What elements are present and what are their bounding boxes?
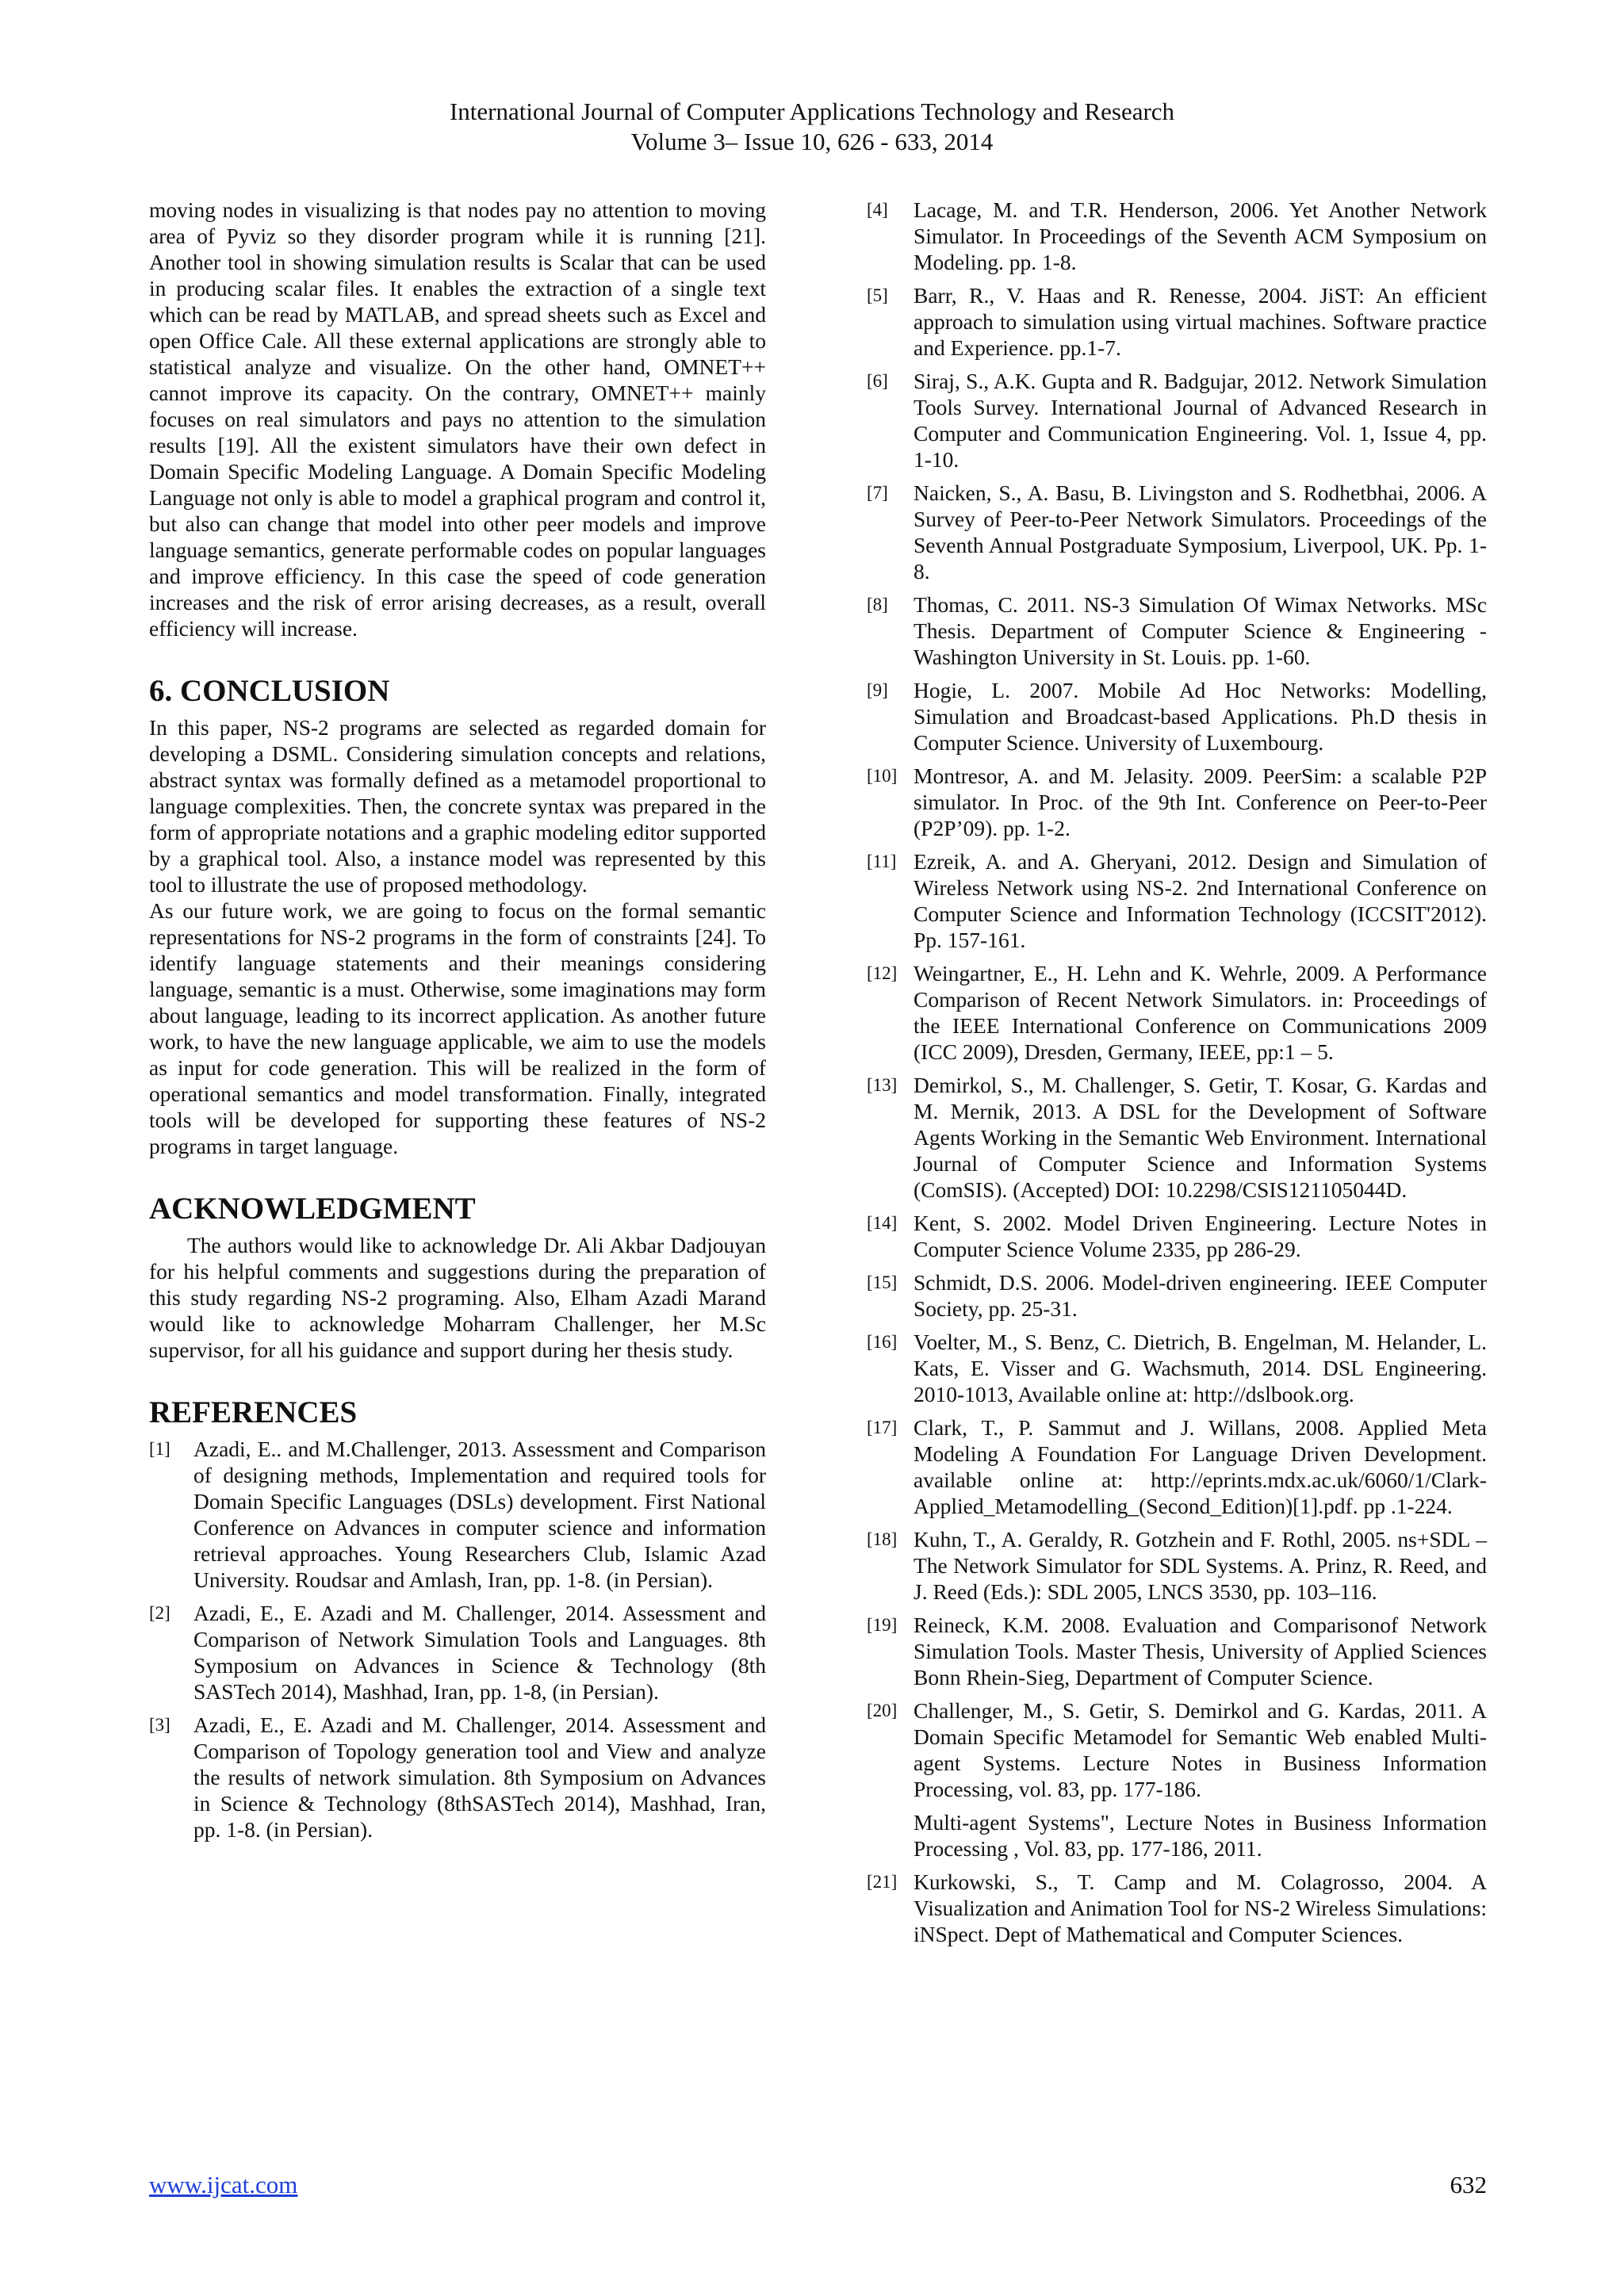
reference-item xyxy=(867,480,1487,584)
page-footer xyxy=(149,2171,1487,2199)
left-column xyxy=(149,197,766,1850)
reference-item xyxy=(867,1869,1487,1947)
reference-number: [6] xyxy=(867,371,888,391)
reference-number: [19] xyxy=(867,1615,898,1635)
reference-number: [16] xyxy=(867,1332,898,1352)
journal-header xyxy=(0,97,1624,157)
reference-number: [12] xyxy=(867,963,898,983)
reference-text: Azadi, E., E. Azadi and M. Challenger, 2014. Assessment and Comparison of Network Simulation Tools and Languages. 8th Symposium on Advances in Science & Technology (8th SASTech 2014), Mashhad, Iran, pp. 1-8, (in Persian). xyxy=(193,1601,766,1704)
reference-text: Montresor, A. and M. Jelasity. 2009. PeerSim: a scalable P2P simulator. In Proc. of the 9th Int. Conference on Peer-to-Peer (P2P’09). pp. 1-2. xyxy=(914,763,1487,840)
reference-number: [11] xyxy=(867,851,897,871)
reference-item xyxy=(867,1269,1487,1322)
reference-item xyxy=(867,848,1487,953)
reference-item xyxy=(867,1414,1487,1519)
reference-item xyxy=(867,1612,1487,1690)
reference-text: Reineck, K.M. 2008. Evaluation and Comparisonof Network Simulation Tools. Master Thesis, University of Applied Sciences Bonn Rhein-Sieg, Department of Computer Science. xyxy=(914,1613,1487,1689)
reference-text: Barr, R., V. Haas and R. Renesse, 2004. JiST: An efficient approach to simulation using virtual machines. Software practice and Experience. pp.1-7. xyxy=(914,283,1487,360)
reference-text: Clark, T., P. Sammut and J. Willans, 2008. Applied Meta Modeling A Foundation For Language Driven Development. available online at: http://eprints.mdx.ac.uk/6060/1/Clark-Applied_Metamodelling_(Second_Edition)[1].pdf. pp .1-224. xyxy=(914,1415,1487,1518)
journal-volume: Volume 3– Issue 10, 626 - 633, 2014 xyxy=(630,128,994,155)
reference-text: Azadi, E.. and M.Challenger, 2013. Assessment and Comparison of designing methods, Implementation and required tools for Domain Specific Languages (DSLs) development. First National Conference on Advances in computer science and information retrieval approaches. Young Researchers Club, Islamic Azad University. Roudsar and Amlash, Iran, pp. 1-8. (in Persian). xyxy=(193,1437,766,1592)
reference-number: [5] xyxy=(867,285,888,305)
reference-number: [21] xyxy=(867,1872,898,1892)
reference-item xyxy=(867,960,1487,1065)
reference-number: [13] xyxy=(867,1075,898,1095)
references-heading: REFERENCES xyxy=(149,1395,358,1429)
conclusion-paragraph-1: In this paper, NS-2 programs are selected as regarded domain for developing a DSML. Considering simulation concepts and relations, abstract syntax was formally defined as a metamodel proportional to language complexities. Then, the concrete syntax was prepared in the form of appropriate notations and a graphic modeling editor supported by a graphical tool. Also, a instance model was represented by this tool to illustrate the use of proposed methodology. xyxy=(149,715,766,897)
reference-number: [4] xyxy=(867,200,888,220)
references-list-right-tail xyxy=(867,1869,1487,1947)
reference-text: Ezreik, A. and A. Gheryani, 2012. Design and Simulation of Wireless Network using NS-2. 2nd International Conference on Computer Science and Information Technology (ICCSIT'2012). Pp. 157-161. xyxy=(914,849,1487,952)
reference-number: [15] xyxy=(867,1272,898,1292)
reference-number: [2] xyxy=(149,1603,170,1623)
reference-number: [9] xyxy=(867,680,888,700)
reference-text: Weingartner, E., H. Lehn and K. Wehrle, 2009. A Performance Comparison of Recent Network Simulators. in: Proceedings of the IEEE International Conference on Communications 2009 (ICC 2009), Dresden, Germany, IEEE, pp:1 – 5. xyxy=(914,961,1487,1064)
acknowledgment-paragraph: The authors would like to acknowledge Dr. Ali Akbar Dadjouyan for his helpful comments and suggestions during the preparation of this study regarding NS-2 programing. Also, Elham Azadi Marand would like to acknowledge Moharram Challenger, her M.Sc supervisor, for all his guidance and support during her thesis study. xyxy=(149,1233,766,1362)
reference-number: [17] xyxy=(867,1418,898,1437)
reference-text: Voelter, M., S. Benz, C. Dietrich, B. Engelman, M. Helander, L. Kats, E. Visser and G. Wachsmuth, 2014. DSL Engineering. 2010-1013, Available online at: http://dslbook.org. xyxy=(914,1330,1487,1406)
journal-title: International Journal of Computer Applications Technology and Research xyxy=(449,98,1175,125)
reference-item xyxy=(867,197,1487,275)
reference-text: Kent, S. 2002. Model Driven Engineering. Lecture Notes in Computer Science Volume 2335, pp 286-29. xyxy=(914,1211,1487,1261)
reference-text: Azadi, E., E. Azadi and M. Challenger, 2014. Assessment and Comparison of Topology generation tool and View and analyze the results of network simulation. 8th Symposium on Advances in Science & Technology (8thSASTech 2014), Mashhad, Iran, pp. 1-8. (in Persian). xyxy=(193,1712,766,1842)
reference-text: Schmidt, D.S. 2006. Model-driven engineering. IEEE Computer Society, pp. 25-31. xyxy=(914,1270,1487,1321)
reference-number: [8] xyxy=(867,595,888,614)
reference-number: [14] xyxy=(867,1213,898,1233)
reference-item xyxy=(867,1072,1487,1203)
reference-item xyxy=(867,763,1487,841)
reference-text: Lacage, M. and T.R. Henderson, 2006. Yet Another Network Simulator. In Proceedings of the Seventh ACM Symposium on Modeling. pp. 1-8. xyxy=(914,197,1487,274)
intro-paragraph: moving nodes in visualizing is that nodes pay no attention to moving area of Pyviz so they disorder program while it is running [21]. Another tool in showing simulation results is Scalar that can be used in producing scalar files. It enables the extraction of a single text which can be read by MATLAB, and spread sheets such as Excel and open Office Cale. All these external applications are strongly able to statistical analyze and visualize. On the other hand, OMNET++ cannot improve its capacity. On the contrary, OMNET++ mainly focuses on real simulators and pays no attention to the simulation results [19]. All the existent simulators have their own defect in Domain Specific Modeling Language. A Domain Specific Modeling Language not only is able to model a graphical program and control it, but also can change that model into other peer models and improve language semantics, generate performable codes on popular languages and improve efficiency. In this case the speed of code generation increases and the risk of error arising decreases, as a result, overall efficiency will increase. xyxy=(149,197,766,641)
reference-item xyxy=(149,1436,766,1593)
reference-text: Demirkol, S., M. Challenger, S. Getir, T. Kosar, G. Kardas and M. Mernik, 2013. A DSL for the Development of Software Agents Working in the Semantic Web Environment. International Journal of Computer Science and Information Systems (ComSIS). (Accepted) DOI: 10.2298/CSIS121105044D. xyxy=(914,1073,1487,1202)
reference-text: Thomas, C. 2011. NS-3 Simulation Of Wimax Networks. MSc Thesis. Department of Computer Science & Engineering - Washington University in St. Louis. pp. 1-60. xyxy=(914,592,1487,669)
reference-20-continuation: Multi-agent Systems", Lecture Notes in Business Information Processing , Vol. 83, pp. 177-186, 2011. xyxy=(914,1810,1487,1861)
reference-text: Hogie, L. 2007. Mobile Ad Hoc Networks: Modelling, Simulation and Broadcast-based Applications. Ph.D thesis in Computer Science. University of Luxembourg. xyxy=(914,678,1487,755)
reference-item xyxy=(867,282,1487,361)
reference-text: Kuhn, T., A. Geraldy, R. Gotzhein and F. Rothl, 2005. ns+SDL – The Network Simulator for SDL Systems. A. Prinz, R. Reed, and J. Reed (Eds.): SDL 2005, LNCS 3530, pp. 103–116. xyxy=(914,1527,1487,1604)
reference-text: Siraj, S., A.K. Gupta and R. Badgujar, 2012. Network Simulation Tools Survey. International Journal of Advanced Research in Computer and Communication Engineering. Vol. 1, Issue 4, pp. 1-10. xyxy=(914,369,1487,472)
references-list-right xyxy=(867,197,1487,1802)
reference-item xyxy=(867,1329,1487,1407)
reference-text: Challenger, M., S. Getir, S. Demirkol and G. Kardas, 2011. A Domain Specific Metamodel for Semantic Web enabled Multi-agent Systems. Lecture Notes in Business Information Processing, vol. 83, pp. 177-186. xyxy=(914,1698,1487,1801)
reference-number: [10] xyxy=(867,766,898,786)
conclusion-paragraph-2: As our future work, we are going to focus on the formal semantic representations for NS-2 programs in the form of constraints [24]. To identify language statements and their meanings considering language, semantic is a must. Otherwise, some imaginations may form about language, leading to its incorrect application. As another future work, to have the new language applicable, we aim to use the models as input for code generation. This will be realized in the form of operational semantics and model transformation. Finally, integrated tools will be developed for supporting these features of NS-2 programs in target language. xyxy=(149,898,766,1158)
reference-item xyxy=(867,368,1487,473)
reference-item xyxy=(149,1600,766,1705)
conclusion-heading: 6. CONCLUSION xyxy=(149,674,390,708)
acknowledgment-heading: ACKNOWLEDGMENT xyxy=(149,1192,476,1226)
reference-text: Naicken, S., A. Basu, B. Livingston and S. Rodhetbhai, 2006. A Survey of Peer-to-Peer Network Simulators. Proceedings of the Seventh Annual Postgraduate Symposium, Liverpool, UK. Pp. 1-8. xyxy=(914,480,1487,584)
references-list-left xyxy=(149,1436,766,1843)
reference-item xyxy=(867,1526,1487,1605)
reference-text: Kurkowski, S., T. Camp and M. Colagrosso, 2004. A Visualization and Animation Tool for NS-2 Wireless Simulations: iNSpect. Dept of Mathematical and Computer Sciences. xyxy=(914,1869,1487,1946)
reference-number: [7] xyxy=(867,483,888,503)
journal-website-link[interactable]: www.ijcat.com xyxy=(149,2171,298,2198)
right-column xyxy=(867,197,1487,1954)
reference-number: [3] xyxy=(149,1715,170,1735)
reference-item xyxy=(867,677,1487,756)
reference-item xyxy=(867,1210,1487,1262)
reference-item xyxy=(867,1697,1487,1802)
reference-number: [20] xyxy=(867,1701,898,1720)
page-number: 632 xyxy=(1450,2171,1487,2198)
reference-item xyxy=(867,591,1487,670)
reference-number: [1] xyxy=(149,1439,170,1459)
reference-number: [18] xyxy=(867,1529,898,1549)
reference-item xyxy=(149,1712,766,1843)
